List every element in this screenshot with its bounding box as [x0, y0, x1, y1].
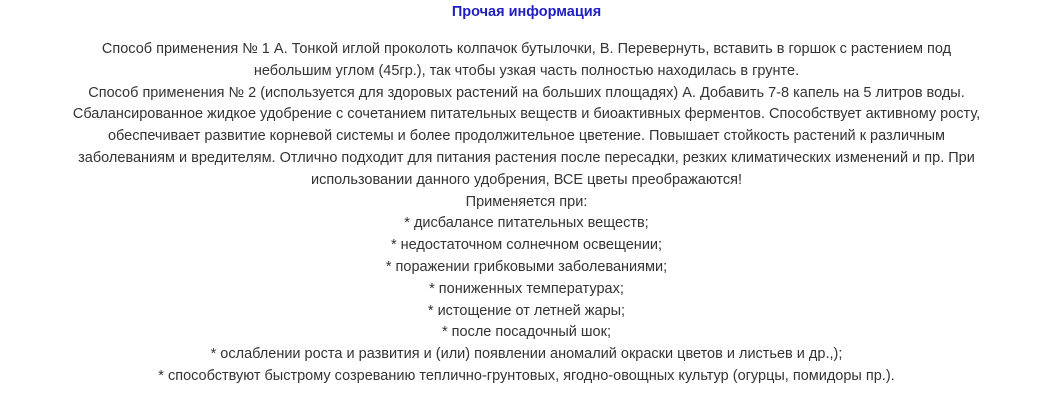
list-item: * способствуют быстрому созреванию теплично-грунтовых, ягодно-овощных культур (огурцы, помидоры пр.). [158, 367, 895, 384]
text-line: Способ применения № 1 А. Тонкой иглой проколоть колпачок бутылочки, В. Перевернуть, вставить в горшок с растением под [101, 41, 952, 57]
list-item: * поражении грибковыми заболеваниями; [385, 258, 668, 275]
list-item: * ослаблении роста и развития и (или) появлении аномалий окраски цветов и листьев и др.,); [210, 346, 843, 363]
applies-to-heading: Применяется при: [465, 193, 588, 210]
text-line: небольшим углом (45гр.), так чтобы узкая часть полностью находилась в грунте. [253, 62, 800, 79]
list-item: * недостаточном солнечном освещении; [390, 237, 663, 254]
text-line: заболеваниям и вредителям. Отлично подходит для питания растения после пересадки, резких климатических изменений и пр. При [78, 149, 975, 166]
list-item: * после посадочный шок; [441, 324, 611, 341]
list-item: * дисбалансе питательных веществ; [404, 215, 649, 232]
product-description [6, 39, 1047, 388]
text-line: использовании данного удобрения, ВСЕ цветы преображаются! [310, 171, 743, 188]
list-item: * пониженных температурах; [429, 280, 624, 297]
text-line: Сбалансированное жидкое удобрение с сочетанием питательных веществ и биоактивных ферментов. Способствует активному росту, [72, 106, 981, 123]
list-item: * истощение от летней жары; [427, 302, 626, 319]
text-line: Способ применения № 2 (используется для здоровых растений на больших площадях) А. Добавить 7-8 капель на 5 литров воды. [88, 84, 965, 101]
text-line: обеспечивает развитие корневой системы и более продолжительное цветение. Повышает стойкость растений к различным [107, 128, 946, 145]
section-title: Прочая информация [451, 4, 602, 20]
